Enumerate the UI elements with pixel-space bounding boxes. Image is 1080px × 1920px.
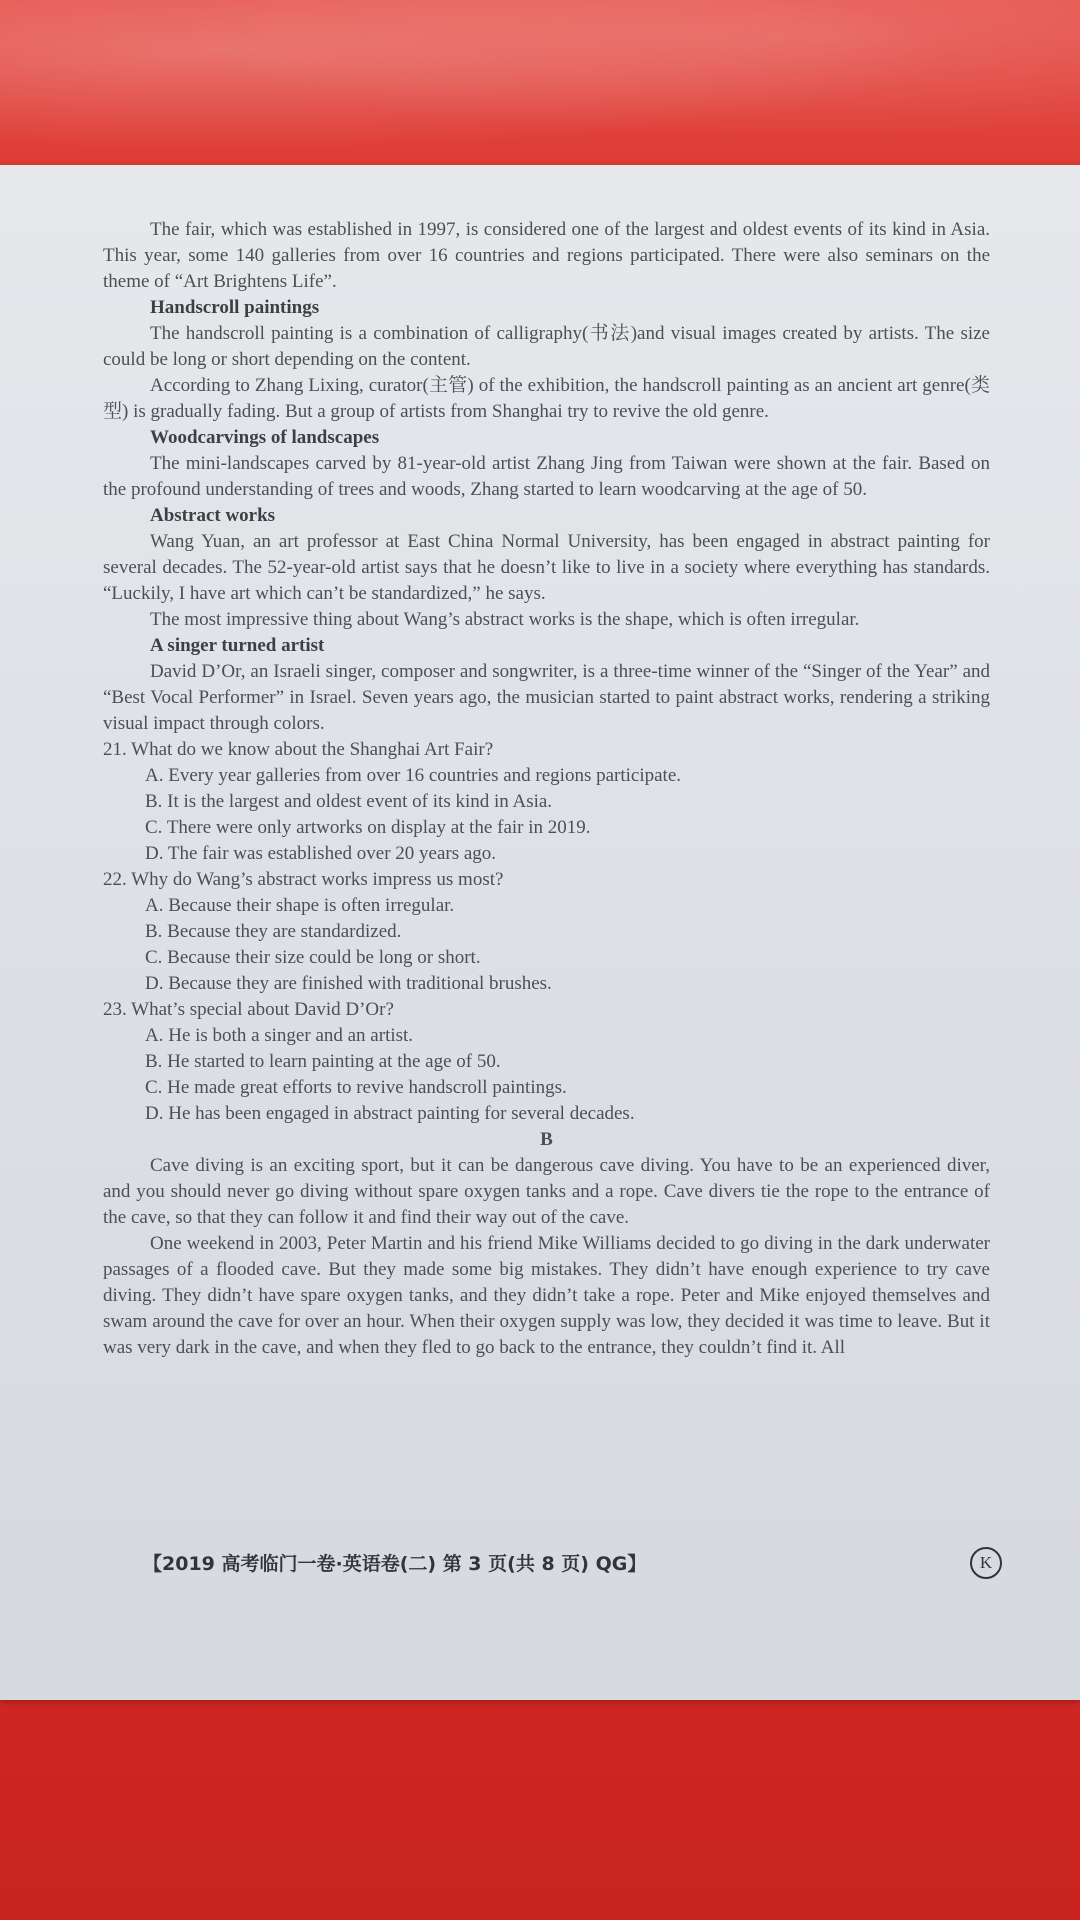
question-stem: 21. What do we know about the Shanghai Art Fair? <box>103 739 494 760</box>
option-d: D. The fair was established over 20 years ago. <box>145 843 497 864</box>
handscroll-paragraph-1: The handscroll painting is a combination of calligraphy(书法)and visual images created by artists. The size could be long or short depending on the content. <box>103 323 990 370</box>
footer-text: 【2019 高考临门一卷·英语卷(二) 第 3 页(共 8 页) QG】 <box>143 1553 647 1575</box>
page-footer <box>0 1549 1080 1579</box>
abstract-paragraph-1: Wang Yuan, an art professor at East China Normal University, has been engaged in abstract painting for several decades. The 52-year-old artist says that he doesn’t like to live in a society where everything has standards. “Luckily, I have art which can’t be standardized,” he says. <box>103 531 990 604</box>
question-21 <box>103 737 990 867</box>
question-stem: 22. Why do Wang’s abstract works impress us most? <box>103 869 504 890</box>
question-23 <box>103 997 990 1127</box>
option-a: A. Every year galleries from over 16 countries and regions participate. <box>145 765 682 786</box>
k-circle-badge: K <box>970 1547 1002 1579</box>
option-a: A. He is both a singer and an artist. <box>145 1025 414 1046</box>
woodcarvings-paragraph: The mini-landscapes carved by 81-year-old artist Zhang Jing from Taiwan were shown at the fair. Based on the profound understanding of trees and woods, Zhang started to learn woodcarving at the age of 50. <box>103 453 990 500</box>
option-b: B. It is the largest and oldest event of its kind in Asia. <box>145 791 553 812</box>
question-22 <box>103 867 990 997</box>
option-d: D. Because they are finished with traditional brushes. <box>145 973 552 994</box>
handscroll-paragraph-2: According to Zhang Lixing, curator(主管) of the exhibition, the handscroll painting as an ancient art genre(类型) is gradually fading. But a group of artists from Shanghai try to revive the old genre. <box>103 375 990 422</box>
option-c: C. There were only artworks on display at the fair in 2019. <box>145 817 591 838</box>
singer-paragraph: David D’Or, an Israeli singer, composer and songwriter, is a three-time winner of the “Singer of the Year” and “Best Vocal Performer” in Israel. Seven years ago, the musician started to paint abstract works, rendering a striking visual impact through colors. <box>103 661 990 734</box>
section-heading-singer: A singer turned artist <box>150 635 325 656</box>
option-c: C. Because their size could be long or short. <box>145 947 481 968</box>
section-heading-woodcarvings: Woodcarvings of landscapes <box>150 427 380 448</box>
option-c: C. He made great efforts to revive handscroll paintings. <box>145 1077 567 1098</box>
option-a: A. Because their shape is often irregular. <box>145 895 455 916</box>
option-d: D. He has been engaged in abstract painting for several decades. <box>145 1103 635 1124</box>
passage-intro: The fair, which was established in 1997, is considered one of the largest and oldest events of its kind in Asia. This year, some 140 galleries from over 16 countries and regions participated. There were also seminars on the theme of “Art Brightens Life”. <box>103 219 990 292</box>
option-b: B. He started to learn painting at the age of 50. <box>145 1051 501 1072</box>
question-stem: 23. What’s special about David D’Or? <box>103 999 394 1020</box>
section-heading-handscroll: Handscroll paintings <box>150 297 320 318</box>
exam-page <box>0 165 1080 1700</box>
abstract-paragraph-2: The most impressive thing about Wang’s abstract works is the shape, which is often irregular. <box>150 609 860 630</box>
background-bottom <box>0 1700 1080 1920</box>
section-b-label: B <box>540 1129 553 1150</box>
option-b: B. Because they are standardized. <box>145 921 402 942</box>
section-b-paragraph-1: Cave diving is an exciting sport, but it can be dangerous cave diving. You have to be an experienced diver, and you should never go diving without spare oxygen tanks and a rope. Cave divers tie the rope to the entrance of the cave, so that they can follow it and find their way out of the cave. <box>103 1155 990 1228</box>
section-b-paragraph-2: One weekend in 2003, Peter Martin and his friend Mike Williams decided to go diving in the dark underwater passages of a flooded cave. But they made some big mistakes. They didn’t have enough experience to try cave diving. They didn’t have spare oxygen tanks, and they didn’t take a rope. Peter and Mike enjoyed themselves and swam around the cave for over an hour. When their oxygen supply was low, they decided it was time to leave. But it was very dark in the cave, and when they fled to go back to the entrance, they couldn’t find it. All <box>103 1233 990 1358</box>
background-top <box>0 0 1080 168</box>
page-content <box>103 217 990 1361</box>
section-heading-abstract: Abstract works <box>150 505 276 526</box>
